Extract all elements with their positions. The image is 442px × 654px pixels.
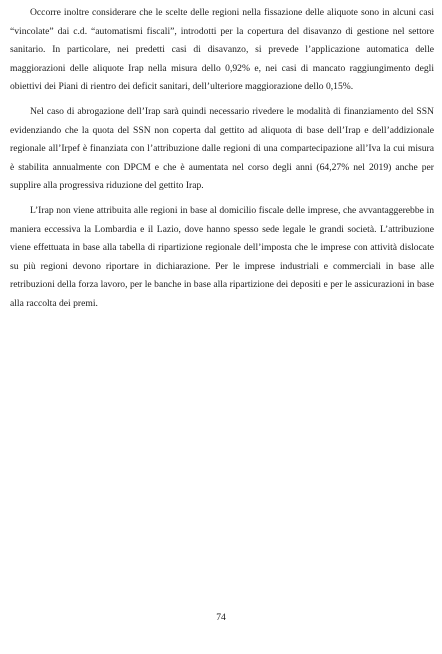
page-number: 74 bbox=[216, 612, 226, 623]
paragraph-3: L’Irap non viene attribuita alle regioni in base al domicilio fiscale delle imprese, che avvantaggerebbe in maniera eccessiva la Lombardia e il Lazio, dove hanno spesso sede legale le grandi società. L’attribuzione viene effettuata in base alla tabella di ripartizione regionale dell’imposta che le imprese con attività dislocate su più regioni devono riportare in dichiarazione. Per le imprese industriali e commerciali in base alle retribuzioni della forza lavoro, per le banche in base alla ripartizione dei depositi e per le assicurazioni in base alla raccolta dei premi. bbox=[10, 204, 434, 309]
paragraph-2: Nel caso di abrogazione dell’Irap sarà quindi necessario rivedere le modalità di finanziamento del SSN evidenziando che la quota del SSN non coperta dal gettito ad aliquota di base dell’Irap e dell’addizionale regionale all’Irpef è finanziata con l’attribuzione dalle regioni di una compartecipazione all’Iva la cui misura è stabilita annualmente con DPCM e che è aumentata nel corso degli anni (64,27% nel 2019) anche per supplire alla progressiva riduzione del gettito Irap. bbox=[10, 105, 434, 192]
paragraph-1: Occorre inoltre considerare che le scelte delle regioni nella fissazione delle aliquote sono in alcuni casi “vincolate” dai c.d. “automatismi fiscali”, introdotti per la copertura del disavanzo di gestione nel settore sanitario. In particolare, nei predetti casi di disavanzo, si prevede l’applicazione automatica delle maggiorazioni delle aliquote Irap nella misura dello 0,92% e, nei casi di mancato raggiungimento degli obiettivi dei Piani di rientro dei deficit sanitari, dell’ulteriore maggiorazione dello 0,15%. bbox=[10, 7, 434, 93]
body-text bbox=[10, 4, 434, 320]
